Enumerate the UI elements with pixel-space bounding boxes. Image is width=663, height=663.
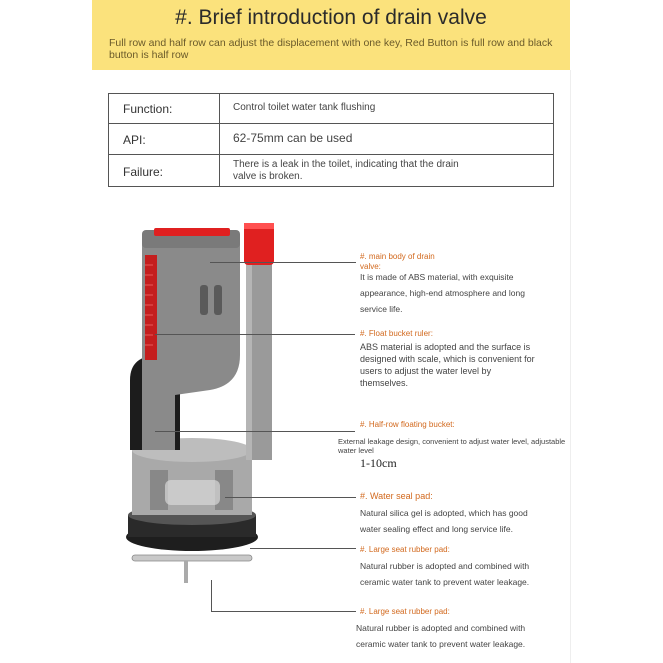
annotation-range: 1-10cm [360, 456, 397, 470]
annotation-title: #. main body of drain valve: [360, 252, 435, 271]
spec-row-api [109, 123, 553, 155]
spec-row-function [109, 94, 553, 123]
page-subtitle: Full row and half row can adjust the displacement with one key, Red Button is full row and black button is half row [109, 37, 553, 61]
leader-line [155, 334, 355, 335]
leader-line [210, 262, 356, 263]
spec-value: There is a leak in the toilet, indicating that the drain valve is broken. [233, 159, 459, 182]
leader-line [155, 431, 355, 432]
annotation-text: It is made of ABS material, with exquisite appearance, high-end atmosphere and long service life. [360, 272, 525, 314]
leader-line [225, 497, 356, 498]
annotation-text: Natural silica gel is adopted, which has good water sealing effect and long service life. [360, 508, 528, 534]
leader-line [250, 548, 356, 549]
valve-handle-bar [132, 555, 252, 561]
spec-label: Function: [123, 102, 173, 116]
spec-value: Control toilet water tank flushing [233, 102, 376, 113]
page-edge-divider [570, 70, 571, 663]
annotation-title: #. Float bucket ruler: [360, 329, 433, 338]
leader-line [211, 611, 356, 612]
leader-line-vertical [211, 580, 212, 612]
annotation-title: #. Large seat rubber pad: [360, 545, 450, 554]
annotation-title: #. Large seat rubber pad: [360, 607, 450, 616]
spec-label: API: [123, 133, 146, 147]
annotation-text: Natural rubber is adopted and combined with ceramic water tank to prevent water leakage. [360, 561, 530, 587]
spec-value: 62-75mm can be used [233, 131, 353, 145]
drain-valve-illustration [120, 215, 280, 615]
spec-row-failure [109, 154, 553, 187]
annotation-text: External leakage design, convenient to adjust water level, adjustable water level [338, 437, 566, 455]
spec-label: Failure: [123, 165, 164, 179]
page-title: #. Brief introduction of drain valve [175, 6, 487, 29]
annotation-text: Natural rubber is adopted and combined with ceramic water tank to prevent water leakage. [356, 623, 526, 649]
annotation-title: #. Water seal pad: [360, 491, 433, 501]
header-banner [92, 0, 570, 70]
valve-handle-stem [184, 561, 188, 583]
float-bucket-ruler [145, 255, 157, 360]
annotation-text: ABS material is adopted and the surface is designed with scale, which is convenient for users to adjust the water level by themselves. [360, 342, 535, 388]
spec-table [108, 93, 554, 187]
red-full-row-button [244, 223, 274, 265]
annotation-title: #. Half-row floating bucket: [360, 420, 455, 429]
